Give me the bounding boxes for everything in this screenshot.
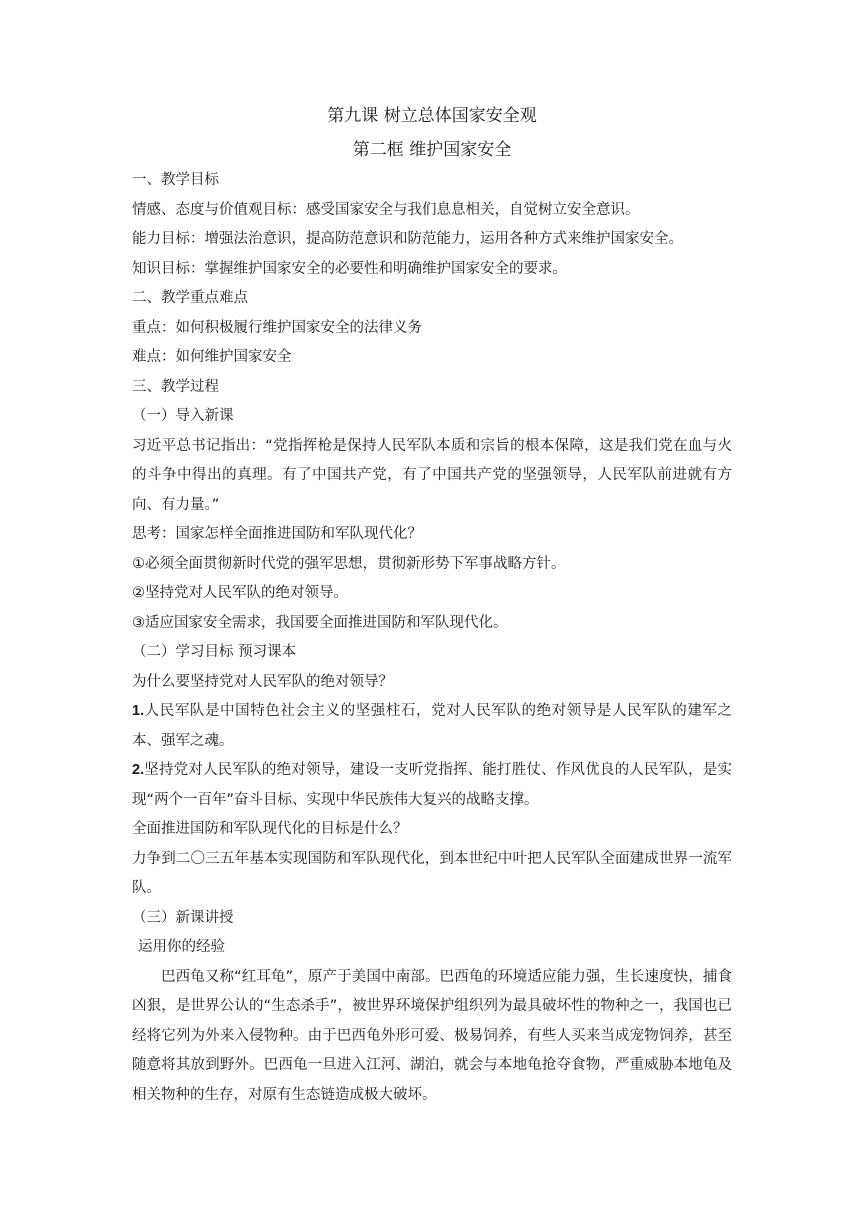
section-heading-teaching-goals: 一、教学目标: [132, 172, 219, 188]
intro-question: 思考：国家怎样全面推进国防和军队现代化？: [132, 526, 422, 542]
preview-answer-2: [132, 756, 732, 815]
subsection-heading-intro: （一）导入新课: [132, 408, 234, 424]
subsection-heading-preview: （二）学习目标 预习课本: [132, 644, 297, 660]
preview-question-1: 为什么要坚持党对人民军队的绝对领导？: [132, 673, 393, 690]
answer-number: 2.: [132, 762, 145, 778]
answer-text: 人民军队是中国特色社会主义的坚强柱石，党对人民军队的绝对领导是人民军队的建军之本、强军之魂。: [132, 703, 732, 749]
intro-answer-1: ①必须全面贯彻新时代党的强军思想，贯彻新形势下军事战略方针。: [132, 555, 566, 572]
goal-emotion: 情感、态度与价值观目标：感受国家安全与我们息息相关，自觉树立安全意识。: [132, 201, 640, 218]
preview-answer-3: 力争到二〇三五年基本实现国防和军队现代化，到本世纪中叶把人民军队全面建成世界一流军队。: [132, 850, 732, 896]
intro-quote: 习近平总书记指出：“党指挥枪是保持人民军队本质和宗旨的根本保障，这是我们党在血与火的斗争中得出的真理。有了中国共产党，有了中国共产党的坚强领导，人民军队前进就有方向、有力量。”: [132, 437, 732, 513]
section-heading-teaching-process: 三、教学过程: [132, 378, 219, 395]
activity-title: 运用你的经验: [138, 939, 225, 955]
difficulty-point: 难点：如何维护国家安全: [132, 349, 292, 365]
subsection-heading-new-lesson: （三）新课讲授: [132, 909, 234, 926]
intro-answer-2: ②坚持党对人民军队的绝对领导。: [132, 585, 348, 601]
lesson-title: 第九课 树立总体国家安全观: [327, 106, 537, 126]
answer-text: 坚持党对人民军队的绝对领导，建设一支听党指挥、能打胜仗、作风优良的人民军队，是实现“两个一百年”奋斗目标、实现中华民族伟大复兴的战略支撑。: [132, 762, 732, 808]
document-body: [132, 102, 732, 1110]
lesson-subtitle: 第二框 维护国家安全: [352, 140, 512, 160]
goal-ability: 能力目标：增强法治意识，提高防范意识和防范能力，运用各种方式来维护国家安全。: [132, 231, 683, 247]
intro-answer-3: ③适应国家安全需求，我国要全面推进国防和军队现代化。: [132, 614, 508, 631]
section-heading-key-points: 二、教学重点难点: [132, 290, 248, 306]
preview-question-2: 全面推进国防和军队现代化的目标是什么？: [132, 821, 408, 837]
case-story: 巴西龟又称“红耳龟”，原产于美国中南部。巴西龟的环境适应能力强，生长速度快，捕食凶狠，是世界公认的“生态杀手”，被世界环境保护组织列为最具破坏性的物种之一，我国也已经将它列为外来入侵物种。由于巴西龟外形可爱、极易饲养，有些人买来当成宠物饲养，甚至随意将其放到野外。巴西龟一旦进入江河、湖泊，就会与本地龟抢夺食物，严重威胁本地龟及相关物种的生存，对原有生态链造成极大破坏。: [132, 968, 732, 1103]
key-point: 重点：如何积极履行维护国家安全的法律义务: [132, 319, 422, 336]
preview-answer-1: [132, 697, 732, 756]
goal-knowledge: 知识目标：掌握维护国家安全的必要性和明确维护国家安全的要求。: [132, 260, 567, 277]
answer-number: 1.: [132, 703, 145, 719]
